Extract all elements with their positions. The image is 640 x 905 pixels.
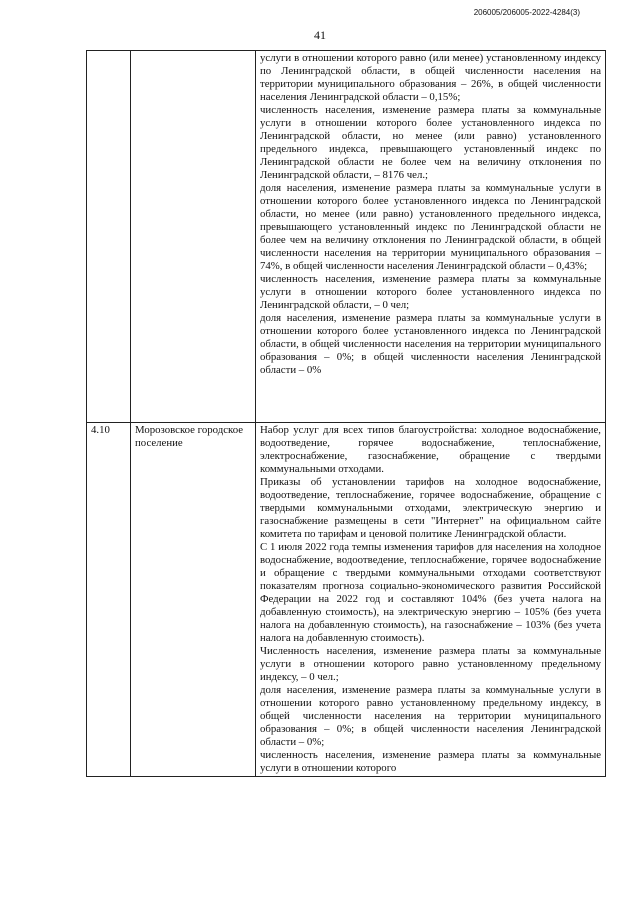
paragraph: Приказы об установлении тарифов на холодное водоснабжение, водоотведение, теплоснабжение, горячее водоснабжение, обращение с твердыми коммунальными отходами, электрическую энергию и газоснабжение размещены в сети "Интернет" на официальном сайте комитета по тарифам и ценовой политике Ленинградской области. bbox=[260, 476, 601, 540]
municipality-name: Морозовское городское поселение bbox=[131, 423, 256, 777]
table-row bbox=[87, 423, 606, 777]
paragraph: Набор услуг для всех типов благоустройства: холодное водоснабжение, водоотведение, горячее водоснабжение, теплоснабжение, электроснабжение, газоснабжение, обращение с твердыми коммунальными отходами. bbox=[260, 424, 601, 475]
row-number bbox=[87, 51, 131, 423]
paragraph: доля населения, изменение размера платы за коммунальные услуги в отношении которого более установленного индекса по Ленинградской области, в общей численности населения на территории муниципального образования – 0%; в общей численности населения Ленинградской области – 0% bbox=[260, 312, 601, 376]
tariff-table bbox=[86, 50, 606, 777]
paragraph: численность населения, изменение размера платы за коммунальные услуги в отношении которого более установленного индекса по Ленинградской области, – 0 чел; bbox=[260, 273, 601, 311]
paragraph: доля населения, изменение размера платы за коммунальные услуги в отношении которого равно установленному предельному индексу, в общей численности населения на территории муниципального образования – 0%; в общей численности населения Ленинградской области – 0%; bbox=[260, 684, 601, 748]
table-row bbox=[87, 51, 606, 423]
page-number: 41 bbox=[314, 28, 326, 42]
description-cell bbox=[256, 423, 606, 777]
document-code: 206005/206005-2022-4284(3) bbox=[473, 8, 580, 17]
paragraph: доля населения, изменение размера платы за коммунальные услуги в отношении которого более установленного индекса по Ленинградской области, но менее (или равно) установленного предельного индекса, превышающего установленный индекс по Ленинградской области не более чем на величину отклонения по Ленинградской области, в общей численности населения на территории муниципального образования – 74%, в общей численности населения Ленинградской области – 0,43%; bbox=[260, 182, 601, 272]
row-number: 4.10 bbox=[87, 423, 131, 777]
paragraph: услуги в отношении которого равно (или менее) установленному индексу по Ленинградской области, в общей численности населения на территории муниципального образования – 26%, в общей численности населения Ленинградской области – 0,15%; bbox=[260, 52, 601, 103]
paragraph: С 1 июля 2022 года темпы изменения тарифов для населения на холодное водоснабжение, водоотведение, теплоснабжение, горячее водоснабжение и обращение с твердыми коммунальными отходами соответствуют показателям прогноза социально-экономического развития Российской Федерации на 2022 год и составляют 104% (без учета налога на добавленную стоимость), на электрическую энергию – 105% (без учета налога на добавленную стоимость), на газоснабжение – 103% (без учета налога на добавленную стоимость). bbox=[260, 541, 601, 644]
municipality-name bbox=[131, 51, 256, 423]
paragraph: численность населения, изменение размера платы за коммунальные услуги в отношении которого bbox=[260, 749, 601, 774]
description-cell bbox=[256, 51, 606, 423]
paragraph: численность населения, изменение размера платы за коммунальные услуги в отношении которого более установленного индекса по Ленинградской области, но менее (или равно) установленного предельного индекса, превышающего установленный индекс по Ленинградской области не более чем на величину отклонения по Ленинградской области, – 8176 чел.; bbox=[260, 104, 601, 181]
paragraph: Численность населения, изменение размера платы за коммунальные услуги в отношении которого равно установленному предельному индексу, – 0 чел.; bbox=[260, 645, 601, 683]
